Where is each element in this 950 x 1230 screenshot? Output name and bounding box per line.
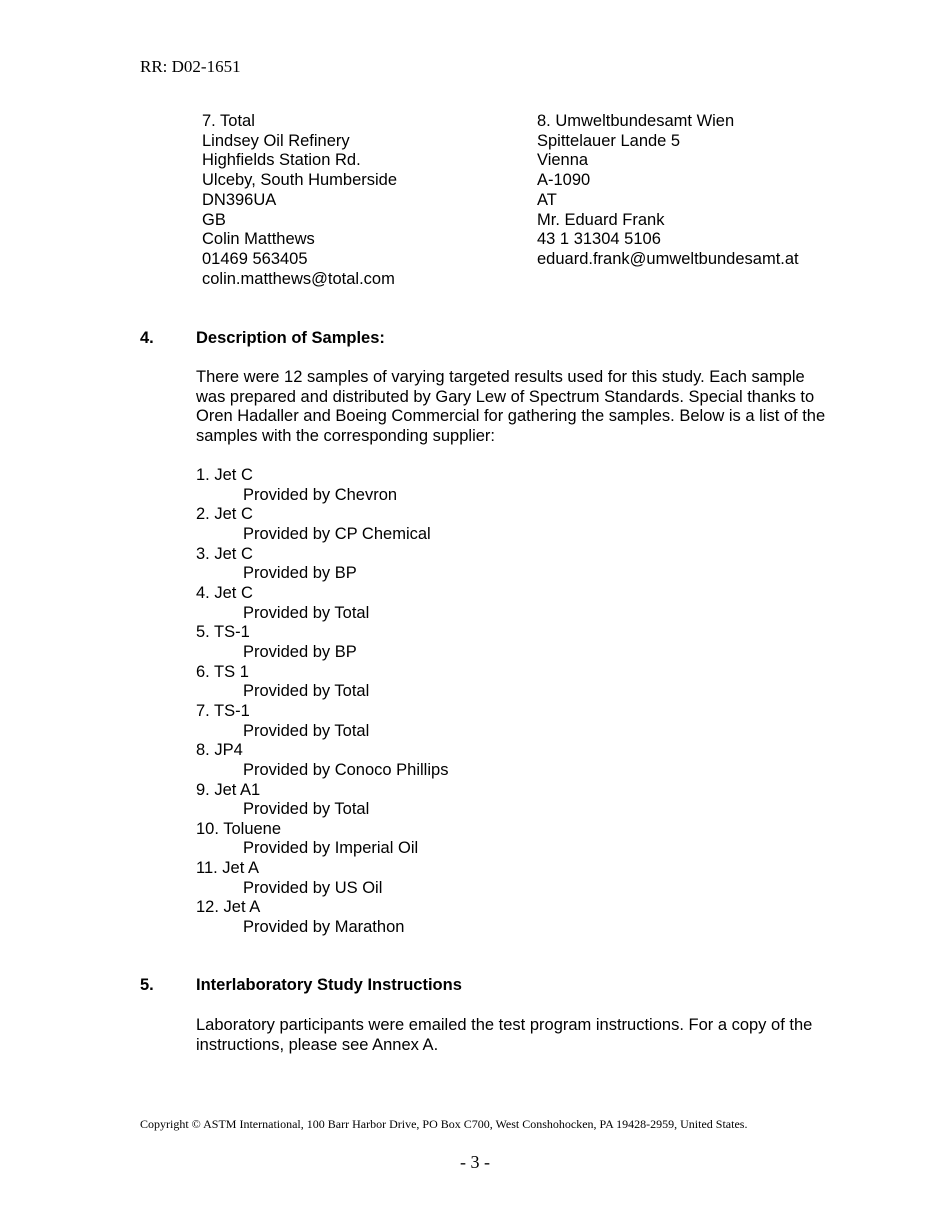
sample-provider: Provided by US Oil [243, 878, 383, 897]
lab-line: Lindsey Oil Refinery [202, 131, 350, 150]
list-item [196, 584, 448, 623]
list-item [196, 820, 448, 859]
sample-name: 2. Jet C [196, 505, 253, 524]
copyright-footer: Copyright © ASTM International, 100 Barr Harbor Drive, PO Box C700, West Conshohocken, PA 19428-2959, United States. [140, 1117, 748, 1131]
lab-line: 7. Total [202, 112, 255, 130]
lab-address-7 [202, 112, 397, 289]
sample-provider: Provided by BP [243, 564, 357, 583]
sample-provider: Provided by Imperial Oil [243, 839, 419, 858]
lab-line: DN396UA [202, 190, 277, 209]
lab-email: colin.matthews@total.com [202, 269, 395, 288]
sample-name: 1. Jet C [196, 466, 253, 484]
sample-provider: Provided by Total [243, 682, 370, 701]
sample-provider: Provided by Total [243, 603, 370, 622]
list-item [196, 859, 448, 898]
lab-line: 43 1 31304 5106 [537, 230, 661, 249]
section-5-title: Interlaboratory Study Instructions [196, 976, 462, 994]
list-item [196, 663, 448, 702]
list-item [196, 505, 448, 544]
list-item [196, 898, 448, 937]
sample-provider: Provided by Total [243, 800, 370, 819]
lab-line: GB [202, 210, 226, 229]
list-item [196, 781, 448, 820]
sample-name: 5. TS-1 [196, 623, 250, 642]
sample-provider: Provided by BP [243, 642, 357, 661]
lab-line: Spittelauer Lande 5 [537, 131, 681, 150]
lab-line: Vienna [537, 151, 589, 170]
lab-line: AT [537, 190, 557, 209]
sample-provider: Provided by Marathon [243, 918, 405, 937]
sample-name: 7. TS-1 [196, 701, 250, 720]
lab-address-8 [537, 112, 799, 270]
sample-name: 11. Jet A [196, 859, 259, 878]
list-item [196, 741, 448, 780]
sample-name: 9. Jet A1 [196, 780, 261, 799]
section-5-number: 5. [140, 976, 154, 994]
sample-provider: Provided by Chevron [243, 485, 398, 504]
sample-provider: Provided by Conoco Phillips [243, 760, 449, 779]
lab-line: Ulceby, South Humberside [202, 171, 398, 190]
lab-line: Mr. Eduard Frank [537, 210, 665, 229]
lab-email: eduard.frank@umweltbundesamt.at [537, 249, 799, 268]
sample-name: 6. TS 1 [196, 662, 249, 681]
sample-name: 8. JP4 [196, 741, 243, 760]
sample-name: 4. Jet C [196, 583, 253, 602]
lab-line: 8. Umweltbundesamt Wien [537, 112, 735, 130]
section-4-title: Description of Samples: [196, 329, 385, 347]
lab-line: Highfields Station Rd. [202, 151, 361, 170]
lab-line: 01469 563405 [202, 249, 308, 268]
section-4-paragraph: There were 12 samples of varying targeted results used for this study. Each sample was prepared and distributed by Gary Lew of Spectrum Standards. Special thanks to Oren Hadaller and Boeing Commercial for gathering the samples. Below is a list of the samples with the corresponding supplier: [196, 368, 826, 446]
sample-name: 3. Jet C [196, 544, 253, 563]
sample-provider: Provided by Total [243, 721, 370, 740]
list-item [196, 702, 448, 741]
sample-name: 10. Toluene [196, 819, 282, 838]
section-4-number: 4. [140, 329, 154, 347]
page-number: - 3 - [460, 1152, 490, 1172]
samples-list [196, 466, 448, 938]
lab-line: Colin Matthews [202, 230, 315, 249]
list-item [196, 623, 448, 662]
report-id-header: RR: D02-1651 [140, 57, 241, 76]
list-item [196, 545, 448, 584]
section-5-paragraph: Laboratory participants were emailed the test program instructions. For a copy of the instructions, please see Annex A. [196, 1016, 813, 1054]
sample-name: 12. Jet A [196, 898, 261, 917]
lab-line: A-1090 [537, 171, 591, 190]
list-item [196, 466, 448, 505]
sample-provider: Provided by CP Chemical [243, 524, 431, 543]
